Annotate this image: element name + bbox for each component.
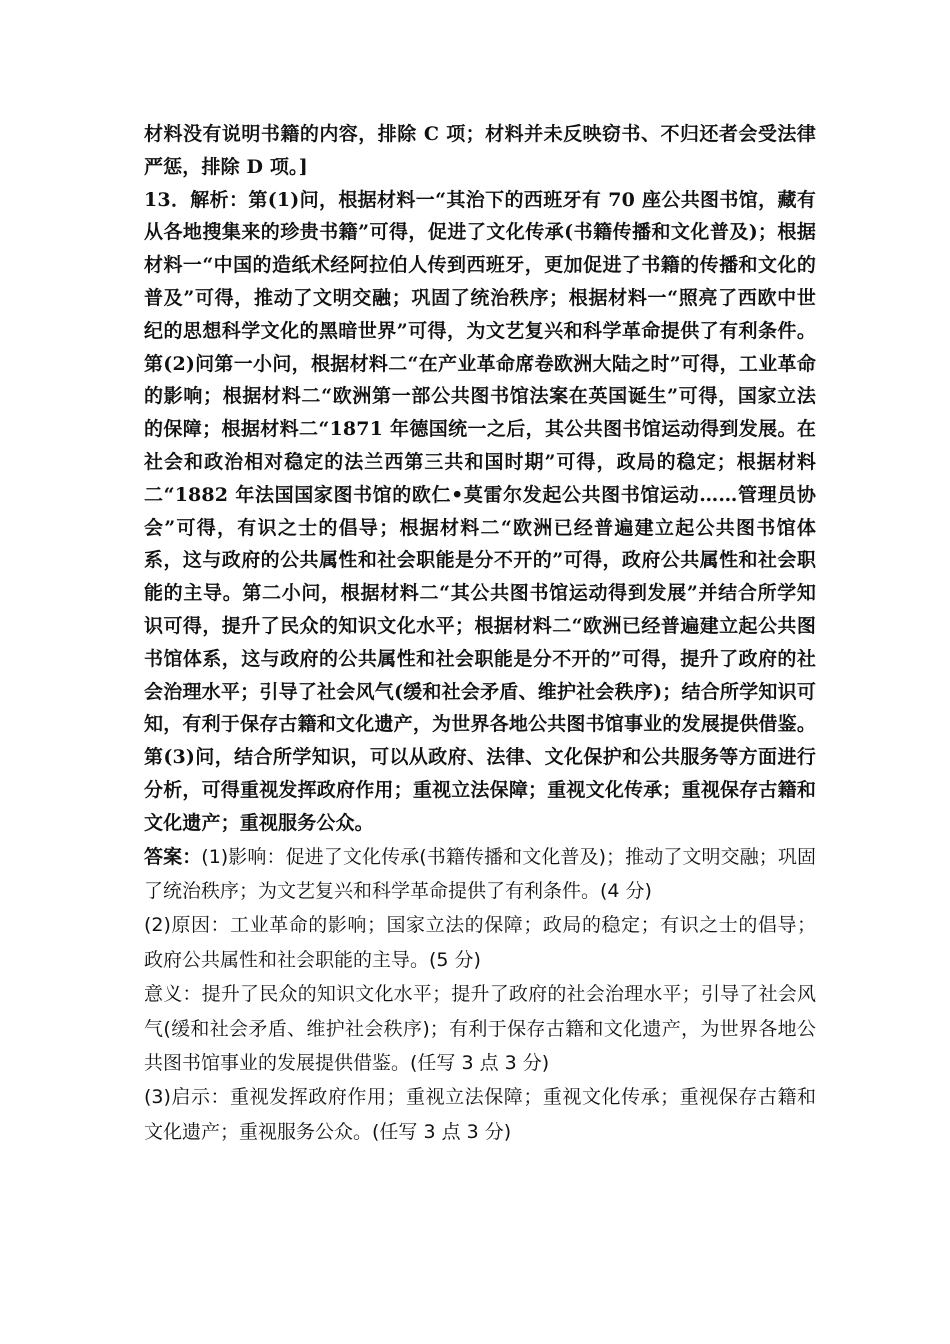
answer-part-2-reasons [144,908,816,977]
answer-part-1 [144,840,816,909]
paragraph-text: 材料没有说明书籍的内容，排除 C 项；材料并未反映窃书、不归还者会受法律严惩，排除 D 项。] [144,123,816,178]
answer-text: (1)影响：促进了文化传承(书籍传播和文化普及)；推动了文明交融；巩固了统治秩序；为文艺复兴和科学革命提供了有利条件。(4 分) [144,845,816,902]
explanation-paragraph-13 [144,184,816,840]
paragraph-text: 第(1)问，根据材料一“其治下的西班牙有 70 座公共图书馆，藏有从各地搜集来的珍贵书籍”可得，促进了文化传承(书籍传播和文化普及)；根据材料一“中国的造纸术经阿拉伯人传到西班牙，更加促进了书籍的传播和文化的普及”可得，推动了文明交融；巩固了统治秩序；根据材料一“照亮了西欧中世纪的思想科学文化的黑暗世界”可得，为文艺复兴和科学革命提供了有利条件。第(2)问第一小问，根据材料二“在产业革命席卷欧洲大陆之时”可得，工业革命的影响；根据材料二“欧洲第一部公共图书馆法案在英国诞生”可得，国家立法的保障；根据材料二“1871 年德国统一之后，其公共图书馆运动得到发展。在社会和政治相对稳定的法兰西第三共和国时期”可得，政局的稳定；根据材料二“1882 年法国国家图书馆的欧仁•莫雷尔发起公共图书馆运动……管理员协会”可得，有识之士的倡导；根据材料二“欧洲已经普遍建立起公共图书馆体系，这与政府的公共属性和社会职能是分不开的”可得，政府公共属性和社会职能的主导。第二小问，根据材料二“其公共图书馆运动得到发展”并结合所学知识可得，提升了民众的知识文化水平；根据材料二“欧洲已经普遍建立起公共图书馆体系，这与政府的公共属性和社会职能是分不开的”可得，提升了政府的社会治理水平；引导了社会风气(缓和社会矛盾、维护社会秩序)；结合所学知识可知，有利于保存古籍和文化遗产，为世界各地公共图书馆事业的发展提供借鉴。第(3)问，结合所学知识，可以从政府、法律、文化保护和公共服务等方面进行分析，可得重视发挥政府作用；重视立法保障；重视文化传承；重视保存古籍和文化遗产；重视服务公众。 [144,188,817,834]
answer-text: (3)启示：重视发挥政府作用；重视立法保障；重视文化传承；重视保存古籍和文化遗产；重视服务公众。(任写 3 点 3 分) [144,1086,816,1143]
answer-label: 答案： [144,845,202,868]
question-number-label: 13．解析： [144,188,249,211]
answer-text: 意义：提升了民众的知识文化水平；提升了政府的社会治理水平；引导了社会风气(缓和社会矛盾、维护社会秩序)；有利于保存古籍和文化遗产，为世界各地公共图书馆事业的发展提供借鉴。(任写 3 点 3 分) [144,983,816,1074]
document-page [144,118,816,1149]
answer-text: (2)原因：工业革命的影响；国家立法的保障；政局的稳定；有识之士的倡导；政府公共属性和社会职能的主导。(5 分) [144,914,816,971]
answer-part-2-significance [144,977,816,1080]
explanation-paragraph-continued [144,118,816,184]
answer-part-3 [144,1080,816,1149]
